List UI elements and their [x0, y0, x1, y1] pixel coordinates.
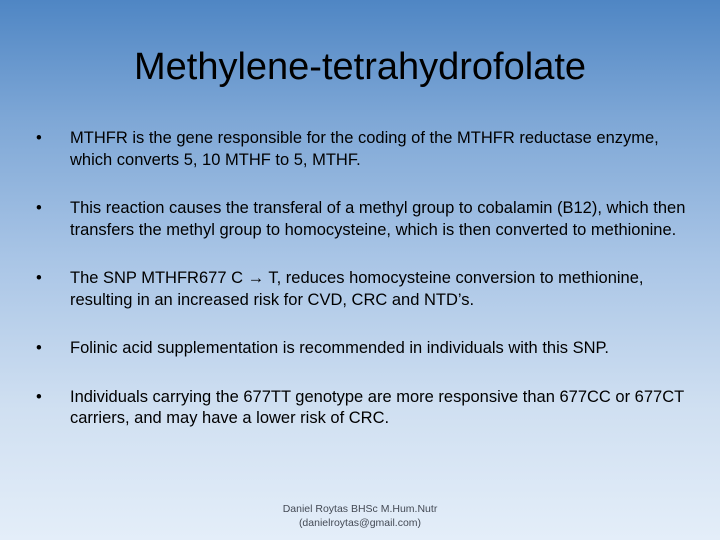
footer-email: (danielroytas@gmail.com)	[298, 517, 422, 529]
bullet-text: Individuals carrying the 677TT genotype are more responsive than 677CC or 677CT carriers, and may have a lower risk of CRC.	[70, 387, 684, 427]
bullet-item	[36, 198, 686, 241]
bullet-item	[36, 128, 686, 171]
bullet-item	[36, 387, 686, 430]
bullet-list	[36, 128, 686, 457]
bullet-marker: •	[36, 269, 42, 287]
bullet-text: The SNP MTHFR677 C → T, reduces homocysteine conversion to methionine, resulting in an increased risk for CVD, CRC and NTD’s.	[70, 269, 644, 309]
bullet-item	[36, 338, 686, 360]
bullet-text: This reaction causes the transferal of a methyl group to cobalamin (B12), which then transfers the methyl group to homocysteine, which is then converted to methionine.	[70, 199, 686, 239]
slide-footer	[0, 502, 720, 530]
bullet-marker: •	[36, 339, 42, 357]
bullet-marker: •	[36, 199, 42, 217]
bullet-text: Folinic acid supplementation is recommended in individuals with this SNP.	[70, 339, 609, 357]
bullet-marker: •	[36, 387, 42, 406]
bullet-marker: •	[36, 129, 42, 147]
footer-author: Daniel Roytas BHSc M.Hum.Nutr	[282, 503, 438, 515]
bullet-item	[36, 268, 686, 311]
bullet-text: MTHFR is the gene responsible for the coding of the MTHFR reductase enzyme, which converts 5, 10 MTHF to 5, MTHF.	[70, 129, 659, 169]
slide-title: Methylene-tetrahydrofolate	[133, 46, 587, 88]
